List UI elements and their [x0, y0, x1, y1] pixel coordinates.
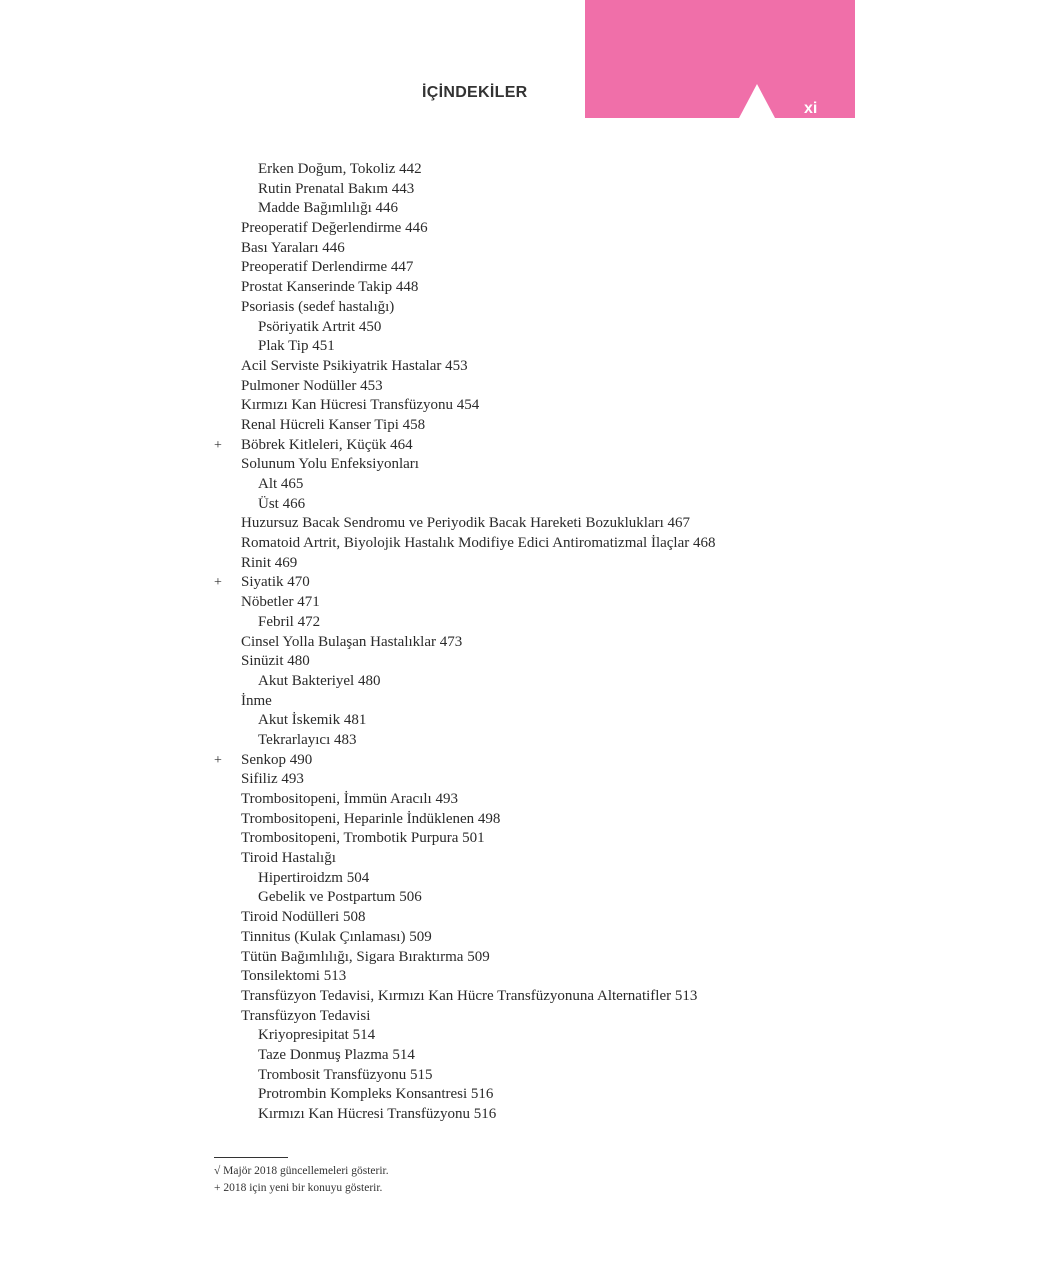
- toc-entry-label: Transfüzyon Tedavisi: [241, 1007, 371, 1024]
- toc-entry: [0, 810, 1046, 830]
- toc-entry-label: Pulmoner Nodüller 453: [241, 377, 383, 394]
- toc-entry-label: Trombositopeni, İmmün Aracılı 493: [241, 791, 458, 807]
- toc-entry-label: Kırmızı Kan Hücresi Transfüzyonu 516: [258, 1106, 497, 1122]
- toc-entry-label: Madde Bağımlılığı 446: [258, 200, 398, 217]
- toc-entry: [0, 928, 1046, 948]
- toc-entry-label: Renal Hücreli Kanser Tipi 458: [241, 416, 426, 433]
- toc-entry-label: Trombosit Transfüzyonu 515: [258, 1066, 433, 1083]
- toc-entry: [0, 869, 1046, 889]
- toc-entry-label: Siyatik 470: [241, 574, 310, 591]
- toc-entry: [0, 593, 1046, 613]
- toc-entry: [0, 258, 1046, 278]
- toc-entry: [0, 278, 1046, 298]
- toc-entry-label: Sifiliz 493: [241, 771, 304, 788]
- toc-entry-label: Tiroid Nodülleri 508: [241, 909, 366, 926]
- toc-entry-label: Psöriyatik Artrit 450: [258, 318, 382, 335]
- toc-entry-label: Solunum Yolu Enfeksiyonları: [241, 456, 419, 473]
- toc-entry: [0, 1105, 1046, 1125]
- toc-entry: [0, 829, 1046, 849]
- toc-entry: [0, 337, 1046, 357]
- toc-entry-label: Huzursuz Bacak Sendromu ve Periyodik Bacak Hareketi Bozuklukları 467: [241, 515, 691, 532]
- toc-entry: [0, 652, 1046, 672]
- page-number: xi: [804, 100, 818, 117]
- toc-entry: [0, 573, 1046, 593]
- toc-entry-label: Acil Serviste Psikiyatrik Hastalar 453: [241, 357, 468, 374]
- toc-entry-label: Preoperatif Derlendirme 447: [241, 259, 414, 276]
- toc-entry: [0, 908, 1046, 928]
- toc-entry-label: Tonsilektomi 513: [241, 968, 347, 985]
- toc-entry-label: Nöbetler 471: [241, 594, 320, 611]
- toc-entry: [0, 554, 1046, 574]
- toc-entry: [0, 1066, 1046, 1086]
- toc-entry: [0, 455, 1046, 475]
- toc-entry-label: Prostat Kanserinde Takip 448: [241, 279, 419, 296]
- footnote-major-updates: √ Majör 2018 güncellemeleri gösterir.: [214, 1165, 389, 1177]
- toc-entry: [0, 849, 1046, 869]
- toc-entry: [0, 160, 1046, 180]
- toc-entry: [0, 987, 1046, 1007]
- toc-entry: [0, 790, 1046, 810]
- toc-entry-label: Alt 465: [258, 476, 304, 492]
- toc-entry: [0, 357, 1046, 377]
- toc-entry: [0, 219, 1046, 239]
- toc-entry-label: Hipertiroidzm 504: [258, 869, 370, 886]
- toc-entry: [0, 239, 1046, 259]
- toc-entry: [0, 514, 1046, 534]
- toc-entry-label: Tiroid Hastalığı: [241, 850, 336, 867]
- toc-entry: [0, 1046, 1046, 1066]
- toc-entry-label: Romatoid Artrit, Biyolojik Hastalık Modifiye Edici Antiromatizmal İlaçlar 468: [241, 535, 716, 552]
- toc-entry-label: Rutin Prenatal Bakım 443: [258, 180, 415, 197]
- toc-entry-label: Üst 466: [258, 495, 306, 512]
- toc-entry-label: Tütün Bağımlılığı, Sigara Bıraktırma 509: [241, 948, 490, 965]
- toc-entry-label: Trombositopeni, Trombotik Purpura 501: [241, 830, 485, 847]
- page-title: İÇİNDEKİLER: [422, 84, 528, 101]
- toc-entry-label: Febril 472: [258, 613, 321, 630]
- toc-entry-label: Sinüzit 480: [241, 653, 310, 670]
- footnote-new-topics: + 2018 için yeni bir konuyu gösterir.: [214, 1182, 383, 1194]
- toc-entry-label: Tinnitus (Kulak Çınlaması) 509: [241, 928, 432, 945]
- toc-entry: [0, 495, 1046, 515]
- toc-entry-label: Senkop 490: [241, 751, 313, 768]
- toc-entry-label: Transfüzyon Tedavisi, Kırmızı Kan Hücre Transfüzyonuna Alternatifler 513: [241, 987, 698, 1004]
- toc-entry: [0, 298, 1046, 318]
- footnotes: [214, 1163, 389, 1197]
- toc-entry-label: Böbrek Kitleleri, Küçük 464: [241, 436, 413, 453]
- toc-entry: [0, 770, 1046, 790]
- toc-entry: [0, 692, 1046, 712]
- toc-entry: [0, 731, 1046, 751]
- toc-entry: [0, 1026, 1046, 1046]
- toc-entry: [0, 967, 1046, 987]
- toc-entry: [0, 534, 1046, 554]
- table-of-contents: [0, 160, 1046, 1125]
- toc-entry: [0, 672, 1046, 692]
- toc-entry-label: Gebelik ve Postpartum 506: [258, 889, 422, 906]
- toc-entry: [0, 613, 1046, 633]
- toc-entry: [0, 377, 1046, 397]
- toc-entry-label: Tekrarlayıcı 483: [258, 731, 357, 748]
- toc-entry: [0, 751, 1046, 771]
- toc-entry: [0, 396, 1046, 416]
- new-topic-marker: +: [214, 752, 222, 768]
- toc-entry: [0, 1007, 1046, 1027]
- toc-entry-label: İnme: [241, 692, 272, 709]
- toc-entry: [0, 180, 1046, 200]
- toc-entry: [0, 318, 1046, 338]
- toc-entry-label: Preoperatif Değerlendirme 446: [241, 220, 428, 237]
- toc-entry-label: Erken Doğum, Tokoliz 442: [258, 161, 422, 177]
- toc-entry: [0, 888, 1046, 908]
- toc-entry-label: Trombositopeni, Heparinle İndüklenen 498: [241, 810, 501, 827]
- toc-entry-label: Akut İskemik 481: [258, 712, 367, 729]
- toc-entry-label: Protrombin Kompleks Konsantresi 516: [258, 1086, 494, 1103]
- new-topic-marker: +: [214, 575, 222, 591]
- toc-entry: [0, 1085, 1046, 1105]
- toc-entry-label: Rinit 469: [241, 554, 298, 571]
- toc-entry: [0, 436, 1046, 456]
- new-topic-marker: +: [214, 437, 222, 453]
- toc-entry-label: Bası Yaraları 446: [241, 239, 345, 256]
- toc-entry-label: Kriyopresipitat 514: [258, 1027, 376, 1044]
- footnote-divider: [214, 1157, 288, 1158]
- toc-entry: [0, 711, 1046, 731]
- toc-entry-label: Cinsel Yolla Bulaşan Hastalıklar 473: [241, 633, 463, 650]
- toc-entry-label: Akut Bakteriyel 480: [258, 672, 381, 689]
- toc-entry: [0, 199, 1046, 219]
- toc-entry: [0, 948, 1046, 968]
- toc-entry-label: Plak Tip 451: [258, 338, 335, 355]
- toc-entry-label: Psoriasis (sedef hastalığı): [241, 298, 395, 315]
- toc-entry: [0, 633, 1046, 653]
- toc-entry: [0, 416, 1046, 436]
- toc-entry-label: Taze Donmuş Plazma 514: [258, 1046, 415, 1063]
- toc-entry-label: Kırmızı Kan Hücresi Transfüzyonu 454: [241, 397, 480, 414]
- toc-entry: [0, 475, 1046, 495]
